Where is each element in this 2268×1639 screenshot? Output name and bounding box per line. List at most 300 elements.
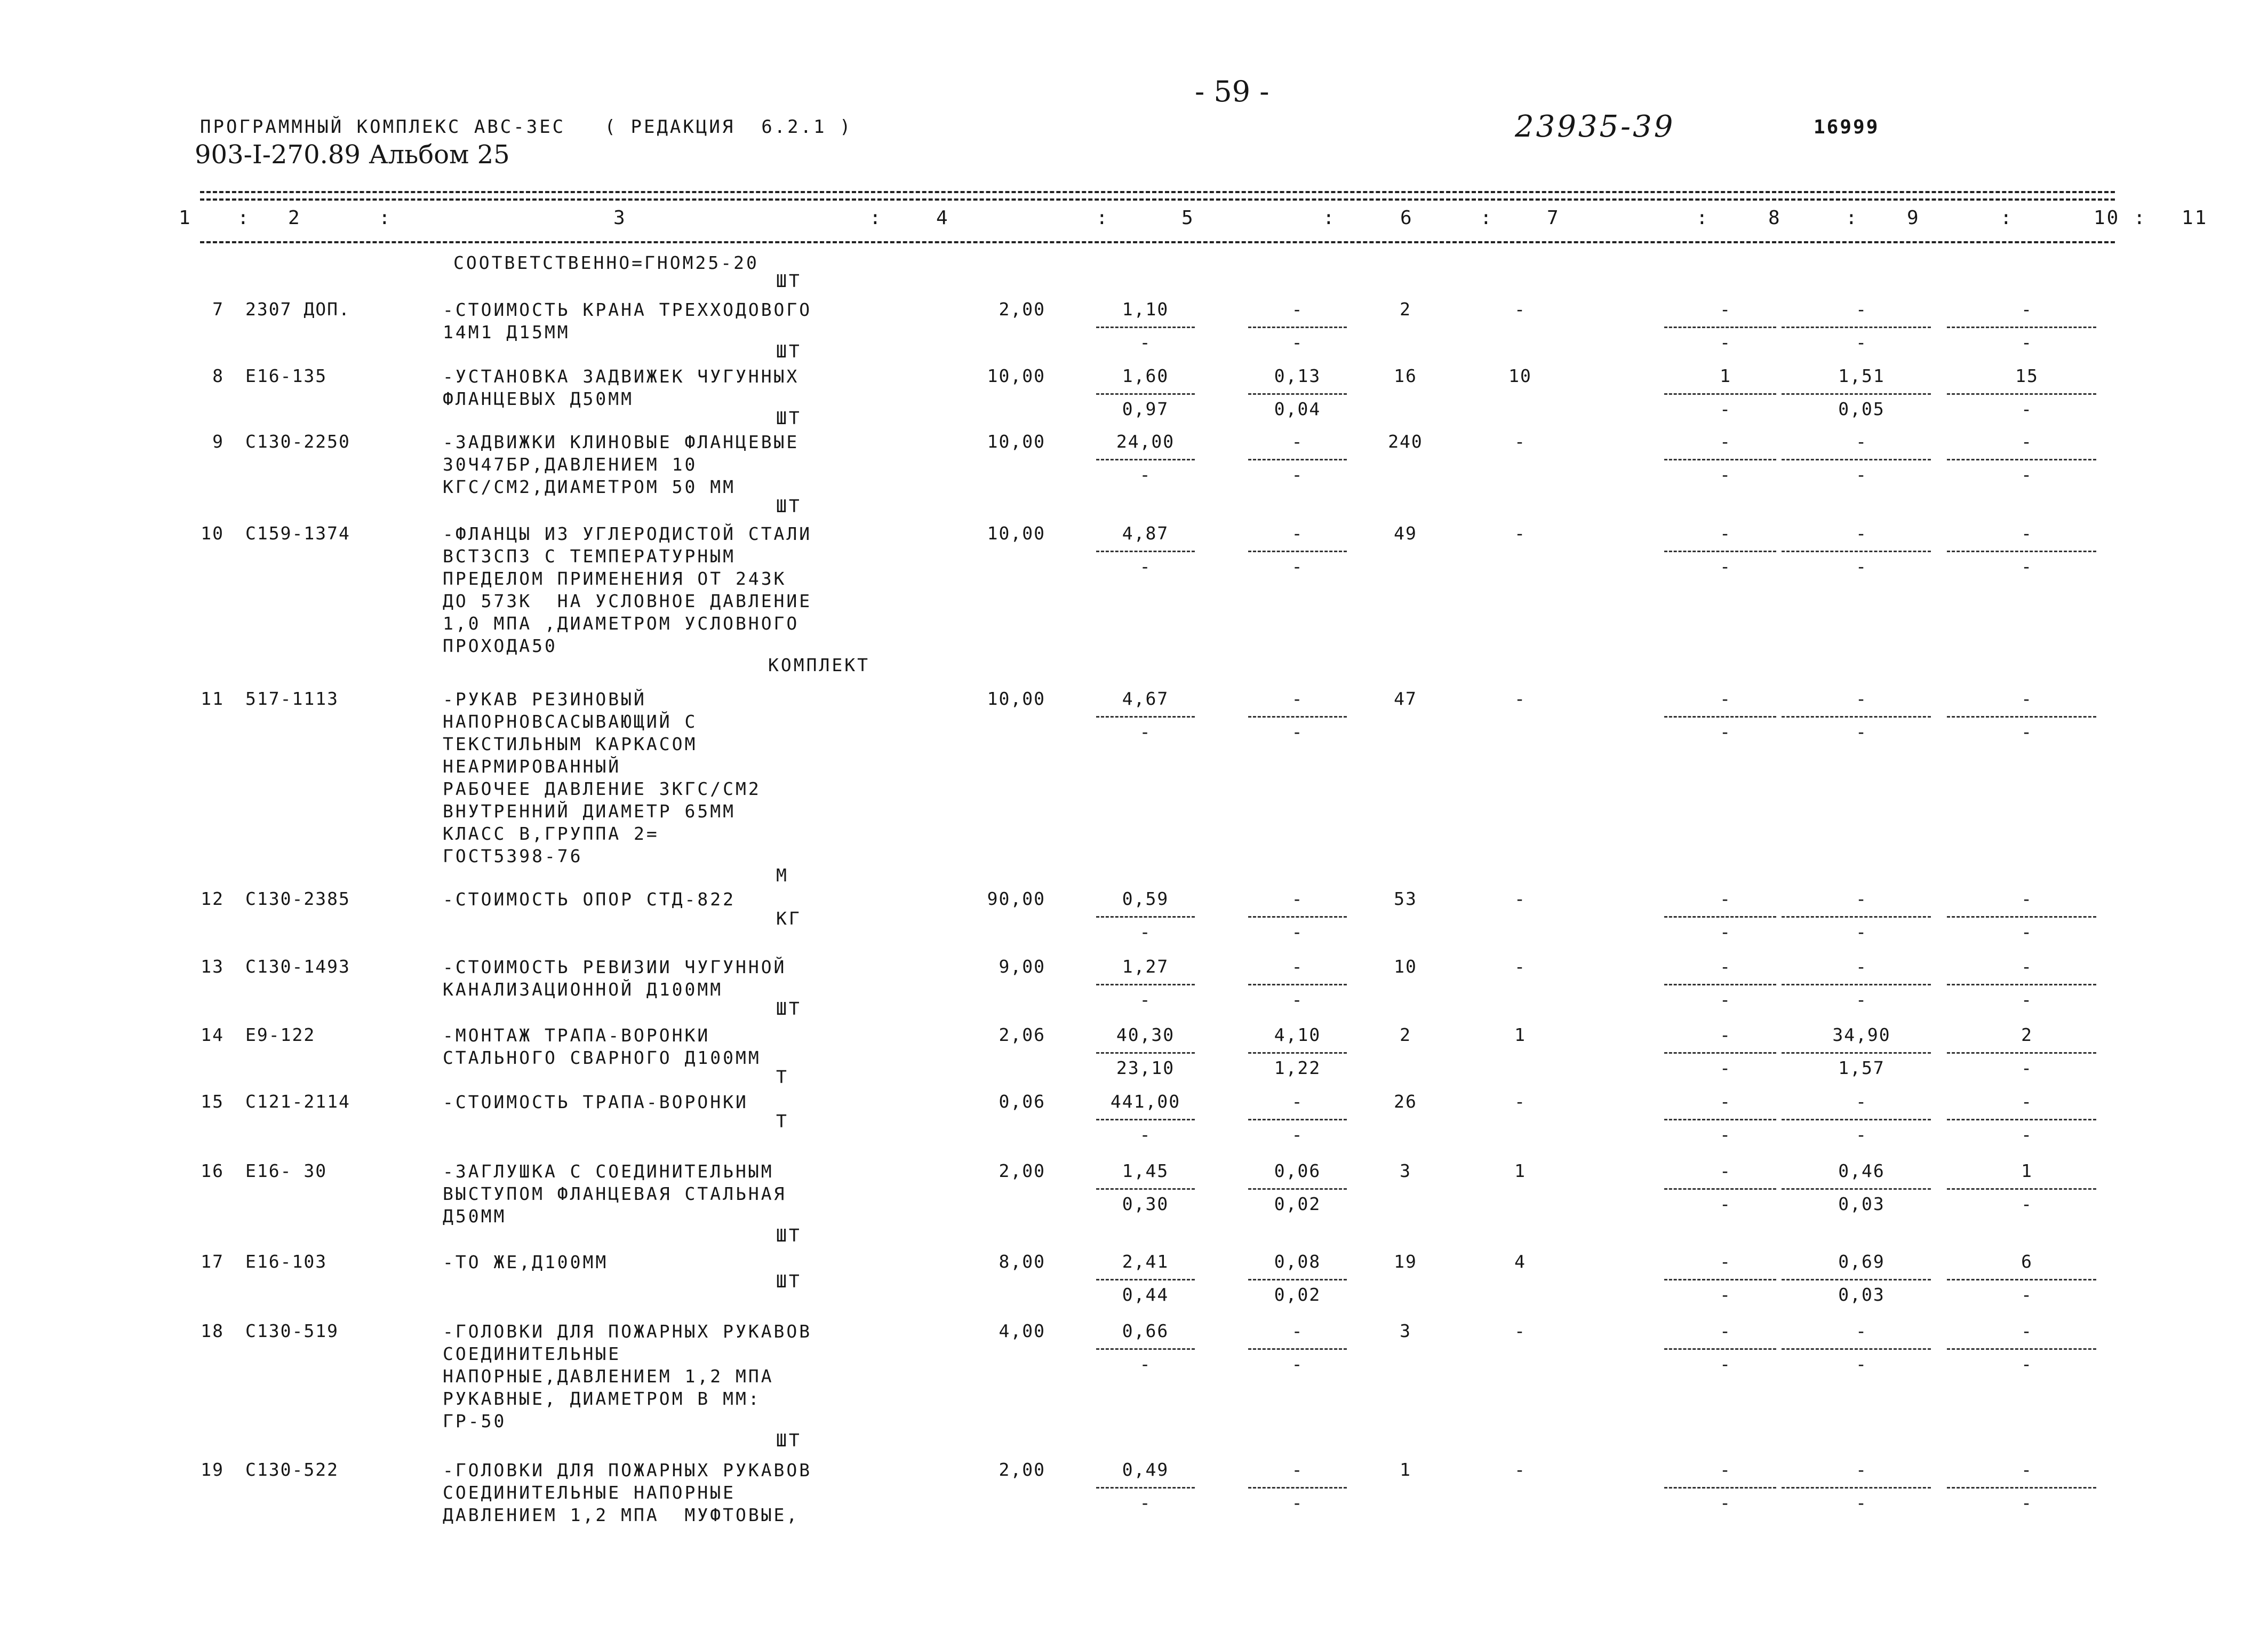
row-c8: - [1514, 1459, 1526, 1480]
row-unit: ШТ [776, 408, 802, 428]
row-c6-rule [1248, 1188, 1347, 1190]
row-description-line: ВЫСТУПОМ ФЛАНЦЕВАЯ СТАЛЬНАЯ [443, 1183, 787, 1204]
row-description-line: -ГОЛОВКИ ДЛЯ ПОЖАРНЫХ РУКАВОВ [443, 1460, 812, 1481]
row-c11-rule [1947, 1119, 2096, 1120]
row-c9-bottom: - [1720, 989, 1731, 1010]
row-c9-top: - [1720, 956, 1731, 977]
row-c8: - [1514, 299, 1526, 320]
row-c10-bottom: - [1856, 1124, 1867, 1145]
row-c5-rule [1096, 984, 1195, 985]
row-c10-top: - [1856, 956, 1867, 977]
row-c10-bottom: - [1856, 464, 1867, 485]
row-c11-top: - [2021, 1459, 2033, 1480]
row-c11-bottom: - [2021, 332, 2033, 353]
row-c7: 16 [1394, 365, 1417, 386]
row-c11-bottom: - [2021, 921, 2033, 942]
row-c8: - [1514, 523, 1526, 544]
row-c10-rule [1782, 551, 1931, 552]
row-position: 16 [201, 1160, 224, 1181]
row-c9-rule [1664, 1188, 1776, 1190]
row-code: С130-522 [245, 1459, 339, 1480]
row-c7: 2 [1400, 1024, 1411, 1045]
row-description-line: -УСТАНОВКА ЗАДВИЖЕК ЧУГУННЫХ [443, 366, 800, 387]
row-quantity: 10,00 [987, 431, 1045, 452]
row-position: 12 [201, 888, 224, 909]
row-c11-rule [1947, 1188, 2096, 1190]
row-c9-rule [1664, 984, 1776, 985]
row-c6-rule [1248, 916, 1347, 918]
row-quantity: 10,00 [987, 688, 1045, 709]
row-c11-bottom: - [2021, 464, 2033, 485]
row-description-line: ТЕКСТИЛЬНЫМ КАРКАСОМ [443, 734, 698, 754]
row-description-line: -ГОЛОВКИ ДЛЯ ПОЖАРНЫХ РУКАВОВ [443, 1321, 812, 1342]
row-c6-bottom: - [1291, 1354, 1304, 1374]
row-position: 9 [212, 431, 224, 452]
row-unit: КОМПЛЕКТ [768, 655, 870, 675]
row-c5-top: 0,49 [1122, 1459, 1169, 1480]
row-c10-rule [1782, 716, 1931, 718]
row-c9-bottom: - [1720, 399, 1731, 419]
row-c6-rule [1248, 1119, 1347, 1120]
row-c10-top: 0,69 [1838, 1251, 1885, 1272]
row-description-line: -РУКАВ РЕЗИНОВЫЙ [443, 689, 646, 710]
row-c6-top: - [1291, 431, 1304, 452]
row-c6-top: 0,08 [1274, 1251, 1321, 1272]
row-c10-bottom: 1,57 [1838, 1057, 1885, 1078]
row-c10-bottom: 0,03 [1838, 1284, 1885, 1305]
column-separator: : [1846, 207, 1859, 229]
row-c6-rule [1248, 1487, 1347, 1489]
row-c10-top: - [1856, 888, 1867, 909]
row-c9-bottom: - [1720, 921, 1731, 942]
row-position: 7 [212, 299, 224, 320]
row-c5-bottom: - [1139, 464, 1152, 485]
row-c9-top: - [1720, 688, 1731, 709]
row-c11-bottom: - [2021, 1284, 2033, 1305]
column-separator: : [869, 207, 883, 229]
row-unit: Т [776, 1111, 789, 1132]
row-c11-bottom: - [2021, 1124, 2033, 1145]
row-c5-rule [1096, 1279, 1195, 1280]
column-separator: : [2000, 207, 2014, 229]
row-c8: - [1514, 888, 1526, 909]
row-c5-top: 4,67 [1122, 688, 1169, 709]
row-c10-bottom: - [1856, 556, 1867, 577]
row-c8: - [1514, 956, 1526, 977]
column-header-3: 3 [613, 207, 627, 229]
row-c10-top: 34,90 [1832, 1024, 1891, 1045]
row-code: С121-2114 [245, 1091, 350, 1112]
row-quantity: 10,00 [987, 365, 1045, 386]
row-c11-rule [1947, 1279, 2096, 1280]
row-unit: ШТ [776, 341, 802, 362]
row-code: 517-1113 [245, 688, 339, 709]
row-c5-top: 0,59 [1122, 888, 1169, 909]
row-c5-bottom: - [1139, 1492, 1152, 1513]
row-c6-bottom: - [1291, 721, 1304, 742]
row-c9-rule [1664, 1348, 1776, 1350]
row-c11-rule [1947, 459, 2096, 460]
row-quantity: 2,06 [999, 1024, 1045, 1045]
row-c11-top: - [2021, 431, 2033, 452]
row-c9-top: - [1720, 888, 1731, 909]
row-c11-bottom: - [2021, 556, 2033, 577]
row-c10-rule [1782, 1052, 1931, 1054]
row-c9-rule [1664, 1279, 1776, 1280]
header-rule-bottom [200, 241, 2115, 243]
row-c9-top: - [1720, 299, 1731, 320]
row-c6-bottom: 0,04 [1274, 399, 1321, 419]
row-c9-bottom: - [1720, 1057, 1731, 1078]
row-c6-top: 4,10 [1274, 1024, 1321, 1045]
row-c6-top: 0,06 [1274, 1160, 1321, 1181]
row-c10-top: 1,51 [1838, 365, 1885, 386]
row-description-line: -СТОИМОСТЬ ТРАПА-ВОРОНКИ [443, 1092, 748, 1112]
row-code: С130-1493 [245, 956, 350, 977]
row-description-line: -СТОИМОСТЬ ОПОР СТД-822 [443, 889, 736, 910]
row-c11-top: 1 [2021, 1160, 2033, 1181]
row-c5-top: 1,27 [1122, 956, 1169, 977]
row-quantity: 90,00 [987, 888, 1045, 909]
row-description-line: 14М1 Д15ММ [443, 322, 570, 343]
row-c11-rule [1947, 551, 2096, 552]
row-c9-top: - [1720, 1091, 1731, 1112]
row-unit: ШТ [776, 1225, 802, 1246]
row-description-line: -ТО ЖЕ,Д100ММ [443, 1252, 609, 1272]
row-c6-top: - [1291, 1459, 1304, 1480]
row-quantity: 10,00 [987, 523, 1045, 544]
row-c10-bottom: - [1856, 989, 1867, 1010]
row-c9-bottom: - [1720, 1124, 1731, 1145]
row-c9-rule [1664, 327, 1776, 328]
row-c9-rule [1664, 716, 1776, 718]
row-description-line: СТАЛЬНОГО СВАРНОГО Д100ММ [443, 1047, 761, 1068]
side-number: 16999 [1814, 116, 1880, 138]
row-code: 2307 ДОП. [245, 299, 350, 320]
column-header-7: 7 [1547, 207, 1560, 229]
row-c11-rule [1947, 327, 2096, 328]
row-description-line: СОЕДИНИТЕЛЬНЫЕ НАПОРНЫЕ [443, 1482, 736, 1503]
column-header-4: 4 [936, 207, 949, 229]
row-c5-rule [1096, 393, 1195, 395]
row-c11-bottom: - [2021, 989, 2033, 1010]
row-position: 11 [201, 688, 224, 709]
row-c8: - [1514, 688, 1526, 709]
row-c5-top: 1,60 [1122, 365, 1169, 386]
row-c11-rule [1947, 716, 2096, 718]
row-c10-rule [1782, 459, 1931, 460]
row-quantity: 8,00 [999, 1251, 1045, 1272]
row-description-line: ВНУТРЕННИЙ ДИАМЕТР 65ММ [443, 801, 736, 822]
row-c10-top: - [1856, 299, 1867, 320]
row-position: 8 [212, 365, 224, 386]
row-c6-top: - [1291, 299, 1304, 320]
row-c11-rule [1947, 393, 2096, 395]
column-header-8: 8 [1768, 207, 1782, 229]
column-separator: : [1096, 207, 1109, 229]
row-c5-bottom: - [1139, 989, 1152, 1010]
row-description-line: ФЛАНЦЕВЫХ Д50ММ [443, 388, 634, 409]
row-description-line: НАПОРНЫЕ,ДАВЛЕНИЕМ 1,2 МПА [443, 1366, 774, 1387]
row-c5-bottom: 0,30 [1122, 1194, 1169, 1214]
row-description-line: -СТОИМОСТЬ КРАНА ТРЕХХОДОВОГО [443, 299, 812, 320]
row-c10-top: - [1856, 431, 1867, 452]
row-c10-bottom: - [1856, 1354, 1867, 1374]
row-c6-bottom: 0,02 [1274, 1194, 1321, 1214]
row-position: 17 [201, 1251, 224, 1272]
row-description-line: 1,0 МПА ,ДИАМЕТРОМ УСЛОВНОГО [443, 613, 800, 634]
row-code: С130-2385 [245, 888, 350, 909]
document-number: 23935-39 [1515, 109, 1675, 144]
row-c11-top: - [2021, 1320, 2033, 1341]
row-c5-rule [1096, 1188, 1195, 1190]
row-description-line: ВСТ3СП3 С ТЕМПЕРАТУРНЫМ [443, 546, 736, 567]
row-c5-top: 4,87 [1122, 523, 1169, 544]
row-c9-bottom: - [1720, 332, 1731, 353]
row-position: 15 [201, 1091, 224, 1112]
row-c7: 53 [1394, 888, 1417, 909]
row-c6-bottom: - [1291, 1124, 1304, 1145]
row-code: Е9-122 [245, 1024, 316, 1045]
row-c5-bottom: - [1139, 332, 1152, 353]
row-c6-top: - [1291, 956, 1304, 977]
row-c6-rule [1248, 551, 1347, 552]
row-code: Е16- 30 [245, 1160, 328, 1181]
row-description-line: -ЗАГЛУШКА С СОЕДИНИТЕЛЬНЫМ [443, 1161, 774, 1182]
row-c9-bottom: - [1720, 1492, 1731, 1513]
row-c6-rule [1248, 393, 1347, 395]
row-c5-rule [1096, 551, 1195, 552]
row-c5-top: 1,10 [1122, 299, 1169, 320]
row-c5-rule [1096, 916, 1195, 918]
row-c5-bottom: - [1139, 556, 1152, 577]
row-c7: 19 [1394, 1251, 1417, 1272]
row-c5-bottom: 0,44 [1122, 1284, 1169, 1305]
column-header-6: 6 [1400, 207, 1413, 229]
row-c7: 3 [1400, 1320, 1411, 1341]
page-number: - 59 - [1195, 75, 1269, 108]
row-c6-bottom: - [1291, 921, 1304, 942]
row-c6-bottom: 0,02 [1274, 1284, 1321, 1305]
row-description-line: ГР-50 [443, 1411, 507, 1431]
row-c7: 10 [1394, 956, 1417, 977]
row-c10-rule [1782, 1487, 1931, 1489]
row-c9-rule [1664, 459, 1776, 460]
row-c11-top: - [2021, 956, 2033, 977]
row-c6-rule [1248, 327, 1347, 328]
row-c6-rule [1248, 984, 1347, 985]
row-description-line: 30Ч47БР,ДАВЛЕНИЕМ 10 [443, 454, 698, 475]
row-description-line: -ФЛАНЦЫ ИЗ УГЛЕРОДИСТОЙ СТАЛИ [443, 523, 812, 544]
row-description-line: КАНАЛИЗАЦИОННОЙ Д100ММ [443, 979, 723, 1000]
row-c10-top: - [1856, 1459, 1867, 1480]
column-header-9: 9 [1907, 207, 1920, 229]
continuation-unit: ШТ [776, 270, 802, 291]
column-separator: : [237, 207, 251, 229]
row-c8: - [1514, 431, 1526, 452]
row-unit: ШТ [776, 1271, 802, 1292]
row-c10-rule [1782, 916, 1931, 918]
row-c10-top: - [1856, 523, 1867, 544]
album-title: 903-I-270.89 Альбом 25 [195, 140, 510, 170]
row-c6-top: 0,13 [1274, 365, 1321, 386]
row-description-line: НЕАРМИРОВАННЫЙ [443, 756, 621, 777]
column-separator: : [1696, 207, 1710, 229]
row-c6-bottom: - [1291, 989, 1304, 1010]
row-c5-bottom: - [1139, 921, 1152, 942]
row-c10-top: 0,46 [1838, 1160, 1885, 1181]
row-c8: 4 [1514, 1251, 1526, 1272]
row-quantity: 9,00 [999, 956, 1045, 977]
row-c5-top: 1,45 [1122, 1160, 1169, 1181]
row-c11-rule [1947, 1487, 2096, 1489]
row-c6-rule [1248, 459, 1347, 460]
row-c5-rule [1096, 1487, 1195, 1489]
row-c10-bottom: - [1856, 1492, 1867, 1513]
row-c9-bottom: - [1720, 464, 1731, 485]
row-description-line: РАБОЧЕЕ ДАВЛЕНИЕ 3КГС/СМ2 [443, 778, 761, 799]
row-c9-bottom: - [1720, 1284, 1731, 1305]
row-c7: 1 [1400, 1459, 1411, 1480]
row-position: 19 [201, 1459, 224, 1480]
row-c6-bottom: - [1291, 464, 1304, 485]
row-c5-bottom: 0,97 [1122, 399, 1169, 419]
row-c5-top: 24,00 [1116, 431, 1175, 452]
column-separator: : [379, 207, 392, 229]
column-header-11: 11 [2182, 207, 2208, 229]
row-c9-top: - [1720, 523, 1731, 544]
row-c6-top: - [1291, 523, 1304, 544]
row-c11-top: - [2021, 888, 2033, 909]
row-c11-bottom: - [2021, 1194, 2033, 1214]
row-c5-bottom: - [1139, 1124, 1152, 1145]
row-position: 14 [201, 1024, 224, 1045]
column-header-1: 1 [179, 207, 192, 229]
row-c11-bottom: - [2021, 1057, 2033, 1078]
row-quantity: 0,06 [999, 1091, 1045, 1112]
row-position: 10 [201, 523, 224, 544]
row-c8: 10 [1508, 365, 1532, 386]
row-c6-top: - [1291, 1320, 1304, 1341]
row-c9-rule [1664, 393, 1776, 395]
row-c11-top: 2 [2021, 1024, 2033, 1045]
row-c9-rule [1664, 1052, 1776, 1054]
row-description-line: ПРЕДЕЛОМ ПРИМЕНЕНИЯ ОТ 243К [443, 568, 787, 589]
row-c11-rule [1947, 984, 2096, 985]
row-c5-rule [1096, 1348, 1195, 1350]
header-rule-top [200, 191, 2115, 193]
row-c10-top: - [1856, 1320, 1867, 1341]
row-description-line: ДАВЛЕНИЕМ 1,2 МПА МУФТОВЫЕ, [443, 1505, 800, 1525]
row-c11-bottom: - [2021, 721, 2033, 742]
row-c5-bottom: - [1139, 1354, 1152, 1374]
continuation-text: СООТВЕТСТВЕННО=ГНОМ25-20 [453, 252, 759, 273]
column-header-5: 5 [1181, 207, 1195, 229]
row-c6-top: - [1291, 688, 1304, 709]
row-c9-top: - [1720, 431, 1731, 452]
row-c9-rule [1664, 1487, 1776, 1489]
row-c10-bottom: 0,03 [1838, 1194, 1885, 1214]
row-quantity: 2,00 [999, 1160, 1045, 1181]
row-c9-rule [1664, 1119, 1776, 1120]
row-c5-bottom: 23,10 [1116, 1057, 1175, 1078]
row-c9-bottom: - [1720, 721, 1731, 742]
row-c6-rule [1248, 1279, 1347, 1280]
row-c11-bottom: - [2021, 1492, 2033, 1513]
row-c9-bottom: - [1720, 1194, 1731, 1214]
row-c6-rule [1248, 1348, 1347, 1350]
row-c7: 240 [1388, 431, 1423, 452]
row-c6-bottom: - [1291, 1492, 1304, 1513]
row-c11-top: 6 [2021, 1251, 2033, 1272]
row-c8: - [1514, 1091, 1526, 1112]
row-c6-bottom: - [1291, 556, 1304, 577]
row-c10-rule [1782, 1279, 1931, 1280]
row-c9-top: - [1720, 1024, 1731, 1045]
row-c8: - [1514, 1320, 1526, 1341]
row-c5-bottom: - [1139, 721, 1152, 742]
program-title: ПРОГРАММНЫЙ КОМПЛЕКС АВС-3ЕС ( РЕДАКЦИЯ 6.2.1 ) [200, 116, 853, 138]
row-c6-bottom: - [1291, 332, 1304, 353]
row-c7: 47 [1394, 688, 1417, 709]
row-c6-top: - [1291, 1091, 1304, 1112]
row-c11-top: - [2021, 299, 2033, 320]
row-c6-rule [1248, 716, 1347, 718]
row-c8: 1 [1514, 1160, 1526, 1181]
row-code: Е16-135 [245, 365, 328, 386]
row-c5-rule [1096, 459, 1195, 460]
row-position: 13 [201, 956, 224, 977]
row-c8: 1 [1514, 1024, 1526, 1045]
row-c10-rule [1782, 393, 1931, 395]
row-c6-top: - [1291, 888, 1304, 909]
row-c11-top: - [2021, 523, 2033, 544]
row-c6-rule [1248, 1052, 1347, 1054]
row-c11-top: - [2021, 1091, 2033, 1112]
row-c7: 26 [1394, 1091, 1417, 1112]
row-c10-bottom: - [1856, 921, 1867, 942]
row-c10-rule [1782, 1119, 1931, 1120]
row-quantity: 2,00 [999, 299, 1045, 320]
row-quantity: 4,00 [999, 1320, 1045, 1341]
row-c9-bottom: - [1720, 1354, 1731, 1374]
row-c10-rule [1782, 1348, 1931, 1350]
row-description-line: ГОСТ5398-76 [443, 846, 583, 866]
row-c9-bottom: - [1720, 556, 1731, 577]
row-c11-rule [1947, 1348, 2096, 1350]
row-c9-top: - [1720, 1160, 1731, 1181]
row-c7: 2 [1400, 299, 1411, 320]
row-unit: Т [776, 1067, 789, 1087]
row-c5-rule [1096, 327, 1195, 328]
row-c7: 3 [1400, 1160, 1411, 1181]
row-description-line: -ЗАДВИЖКИ КЛИНОВЫЕ ФЛАНЦЕВЫЕ [443, 432, 800, 452]
row-unit: М [776, 865, 789, 886]
row-c7: 49 [1394, 523, 1417, 544]
row-description-line: РУКАВНЫЕ, ДИАМЕТРОМ В ММ: [443, 1388, 761, 1409]
row-c10-bottom: - [1856, 721, 1867, 742]
row-code: С159-1374 [245, 523, 350, 544]
row-description-line: -СТОИМОСТЬ РЕВИЗИИ ЧУГУННОЙ [443, 957, 787, 977]
row-c11-bottom: - [2021, 1354, 2033, 1374]
column-separator: : [2134, 207, 2147, 229]
row-description-line: СОЕДИНИТЕЛЬНЫЕ [443, 1343, 621, 1364]
row-code: Е16-103 [245, 1251, 328, 1272]
row-description-line: ДО 573К НА УСЛОВНОЕ ДАВЛЕНИЕ [443, 591, 812, 611]
row-c10-bottom: 0,05 [1838, 399, 1885, 419]
column-separator: : [1323, 207, 1336, 229]
row-c5-rule [1096, 1052, 1195, 1054]
